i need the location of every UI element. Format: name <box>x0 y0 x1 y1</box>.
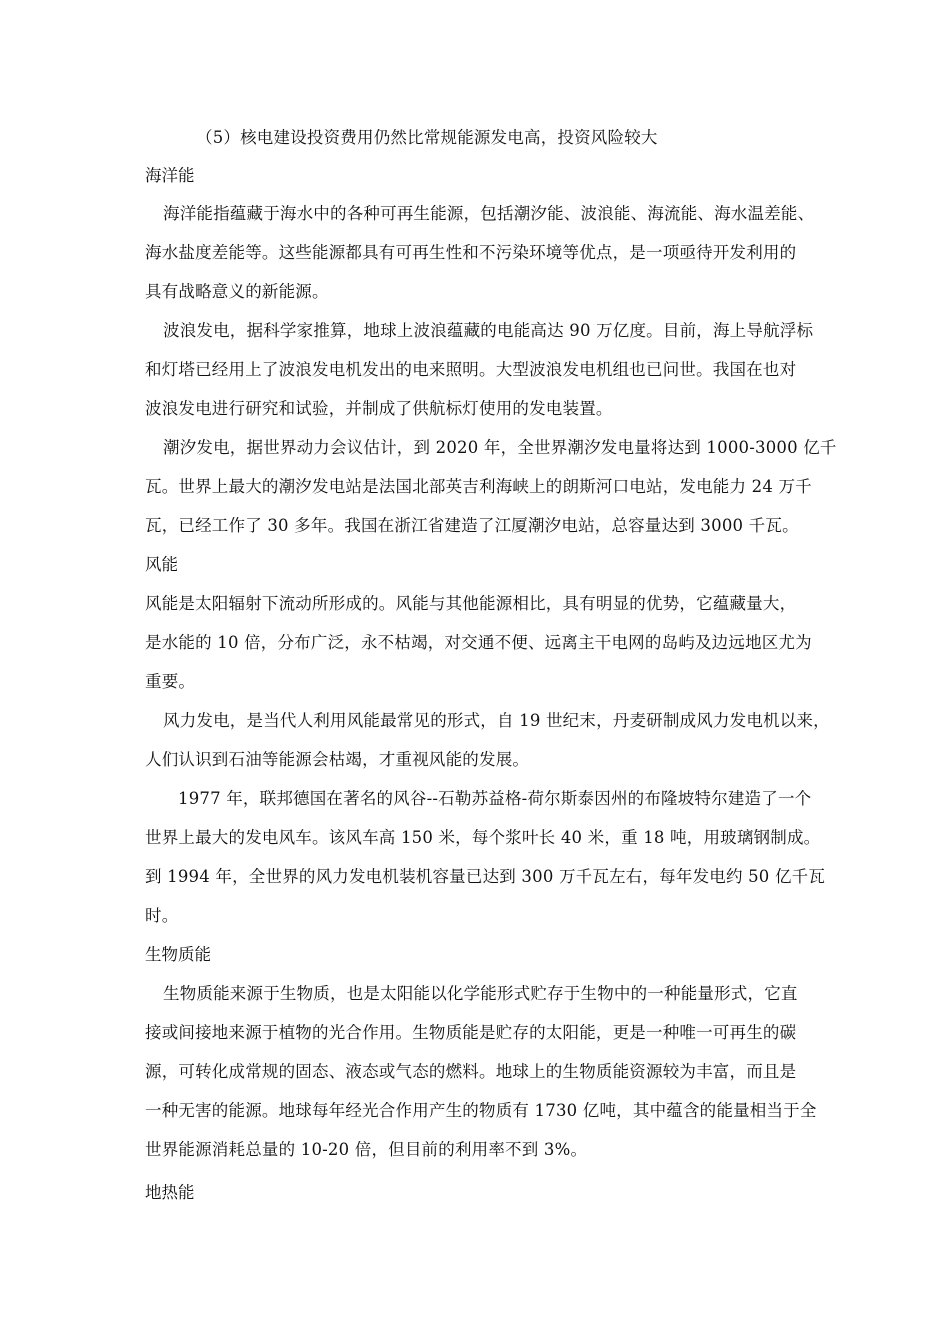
section-heading-ocean: 海洋能 <box>145 166 195 185</box>
paragraph-line: 一种无害的能源。地球每年经光合作用产生的物质有 1730 亿吨，其中蕴含的能量相当于全 <box>145 1101 817 1120</box>
paragraph-line: 潮汐发电，据世界动力会议估计，到 2020 年，全世界潮汐发电量将达到 1000-3000 亿千 <box>163 438 837 457</box>
paragraph-line: 风力发电，是当代人利用风能最常见的形式，自 19 世纪末，丹麦研制成风力发电机以来， <box>163 711 830 730</box>
paragraph-line: 接或间接地来源于植物的光合作用。生物质能是贮存的太阳能，更是一种唯一可再生的碳 <box>145 1023 797 1042</box>
paragraph-line: 风能是太阳辐射下流动所形成的。风能与其他能源相比，具有明显的优势，它蕴藏量大， <box>145 594 797 613</box>
paragraph-line: 波浪发电进行研究和试验，并制成了供航标灯使用的发电装置。 <box>145 399 613 418</box>
paragraph-line: 瓦，已经工作了 30 多年。我国在浙江省建造了江厦潮汐电站，总容量达到 3000 千瓦。 <box>145 516 799 535</box>
paragraph-line: 生物质能来源于生物质，也是太阳能以化学能形式贮存于生物中的一种能量形式，它直 <box>163 984 798 1003</box>
paragraph-line: 具有战略意义的新能源。 <box>145 282 329 301</box>
paragraph-line: 是水能的 10 倍，分布广泛，永不枯竭，对交通不便、远离主干电网的岛屿及边远地区尤为 <box>145 633 812 652</box>
paragraph-line: 1977 年，联邦德国在著名的风谷--石勒苏益格-荷尔斯泰因州的布隆坡特尔建造了一个 <box>178 789 812 808</box>
paragraph-line: 人们认识到石油等能源会枯竭，才重视风能的发展。 <box>145 750 530 769</box>
paragraph-line: 源，可转化成常规的固态、液态或气态的燃料。地球上的生物质能资源较为丰富，而且是 <box>145 1062 797 1081</box>
section-heading-geothermal: 地热能 <box>145 1183 195 1202</box>
paragraph-line: 时。 <box>145 906 179 925</box>
section-heading-biomass: 生物质能 <box>145 945 211 964</box>
paragraph-line: 世界上最大的发电风车。该风车高 150 米，每个浆叶长 40 米，重 18 吨，用玻璃钢制成。 <box>145 828 821 847</box>
paragraph-line: 瓦。世界上最大的潮汐发电站是法国北部英吉利海峡上的朗斯河口电站，发电能力 24 万千 <box>145 477 812 496</box>
paragraph-line: 世界能源消耗总量的 10-20 倍，但目前的利用率不到 3%。 <box>145 1140 588 1159</box>
paragraph-line: 和灯塔已经用上了波浪发电机发出的电来照明。大型波浪发电机组也已问世。我国在也对 <box>145 360 797 379</box>
list-item-5: （5）核电建设投资费用仍然比常规能源发电高，投资风险较大 <box>196 128 658 147</box>
paragraph-line: 重要。 <box>145 672 196 691</box>
paragraph-line: 海洋能指蕴藏于海水中的各种可再生能源，包括潮汐能、波浪能、海流能、海水温差能、 <box>163 204 815 223</box>
section-heading-wind: 风能 <box>145 555 178 574</box>
paragraph-line: 波浪发电，据科学家推算，地球上波浪蕴藏的电能高达 90 万亿度。目前，海上导航浮标 <box>163 321 814 340</box>
paragraph-line: 海水盐度差能等。这些能源都具有可再生性和不污染环境等优点，是一项亟待开发利用的 <box>145 243 797 262</box>
paragraph-line: 到 1994 年，全世界的风力发电机装机容量已达到 300 万千瓦左右，每年发电约 50 亿千瓦 <box>145 867 826 886</box>
